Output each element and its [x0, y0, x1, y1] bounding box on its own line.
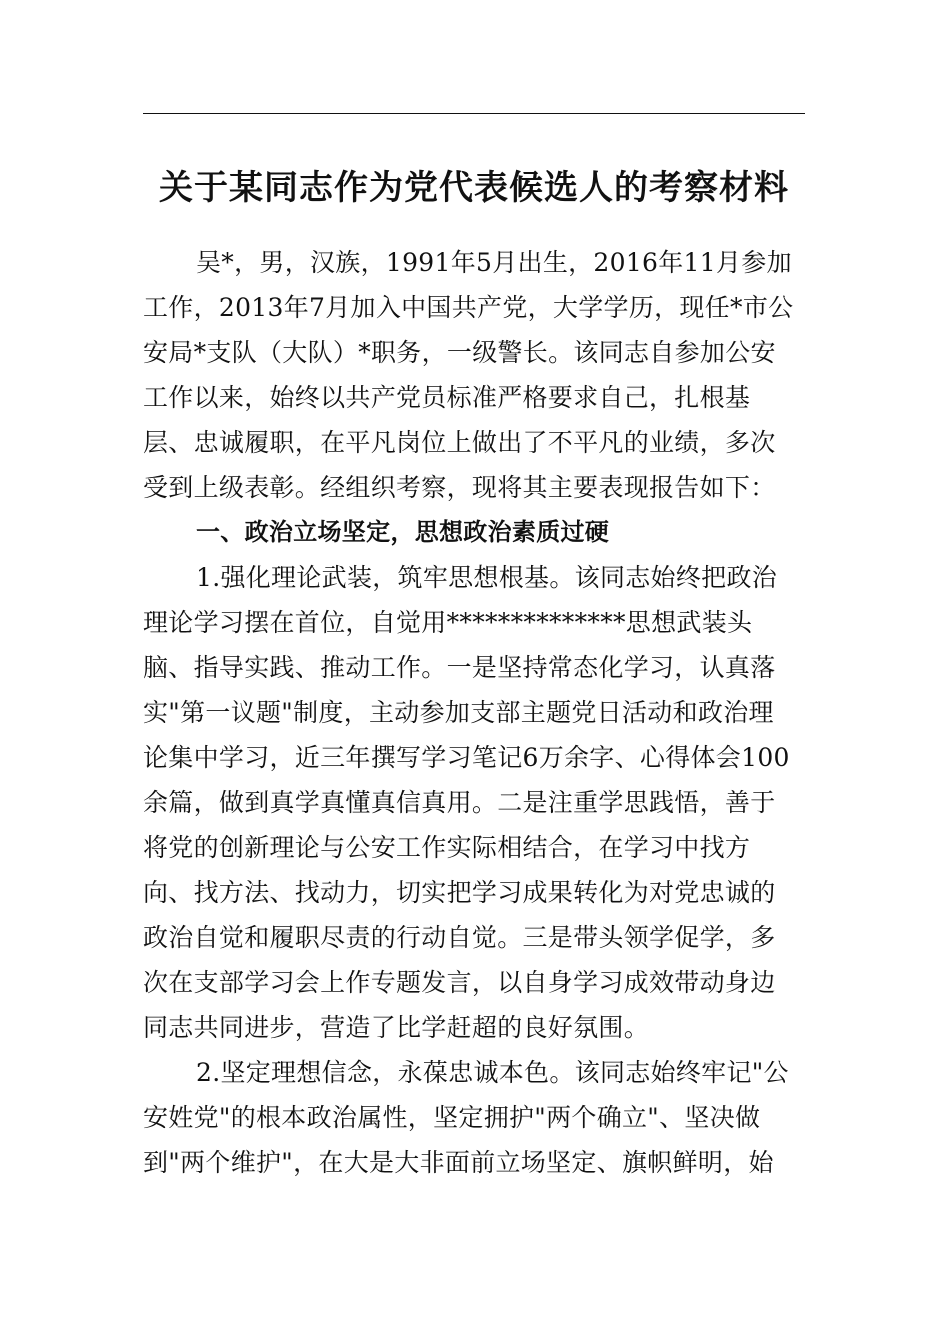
paragraph-line: 论集中学习，近三年撰写学习笔记6万余字、心得体会100: [143, 743, 790, 772]
document-title: 关于某同志作为党代表候选人的考察材料: [159, 168, 789, 208]
section-heading: 一、政治立场坚定，思想政治素质过硬: [196, 518, 610, 546]
paragraph-line: 次在支部学习会上作专题发言，以自身学习成效带动身边: [143, 968, 776, 997]
paragraph-line: 安局*支队（大队）*职务，一级警长。该同志自参加公安: [143, 338, 776, 367]
paragraph-line: 2.坚定理想信念，永葆忠诚本色。该同志始终牢记"公: [196, 1058, 789, 1087]
paragraph-line: 实"第一议题"制度，主动参加支部主题党日活动和政治理: [143, 698, 774, 727]
paragraph-line: 将党的创新理论与公安工作实际相结合，在学习中找方: [143, 833, 751, 862]
paragraph-line: 理论学习摆在首位，自觉用**************思想武装头: [143, 608, 753, 637]
paragraph-line: 政治自觉和履职尽责的行动自觉。三是带头领学促学，多: [143, 923, 776, 952]
paragraph-line: 向、找方法、找动力，切实把学习成果转化为对党忠诚的: [143, 878, 776, 907]
paragraph-line: 工作，2013年7月加入中国共产党，大学学历，现任*市公: [143, 293, 794, 322]
paragraph-line: 同志共同进步，营造了比学赶超的良好氛围。: [143, 1013, 650, 1042]
paragraph-line: 工作以来，始终以共产党员标准严格要求自己，扎根基: [143, 383, 751, 412]
header-rule: [143, 113, 805, 114]
paragraph-line: 吴*，男，汉族，1991年5月出生，2016年11月参加: [196, 248, 792, 277]
paragraph-line: 1.强化理论武装，筑牢思想根基。该同志始终把政治: [196, 563, 778, 592]
paragraph-line: 层、忠诚履职，在平凡岗位上做出了不平凡的业绩，多次: [143, 428, 776, 457]
paragraph-line: 到"两个维护"，在大是大非面前立场坚定、旗帜鲜明，始: [143, 1148, 774, 1177]
paragraph-line: 安姓党"的根本政治属性，坚定拥护"两个确立"、坚决做: [143, 1103, 761, 1132]
paragraph-line: 受到上级表彰。经组织考察，现将其主要表现报告如下：: [143, 473, 776, 502]
paragraph-line: 脑、指导实践、推动工作。一是坚持常态化学习，认真落: [143, 653, 776, 682]
paragraph-line: 余篇，做到真学真懂真信真用。二是注重学思践悟，善于: [143, 788, 776, 817]
